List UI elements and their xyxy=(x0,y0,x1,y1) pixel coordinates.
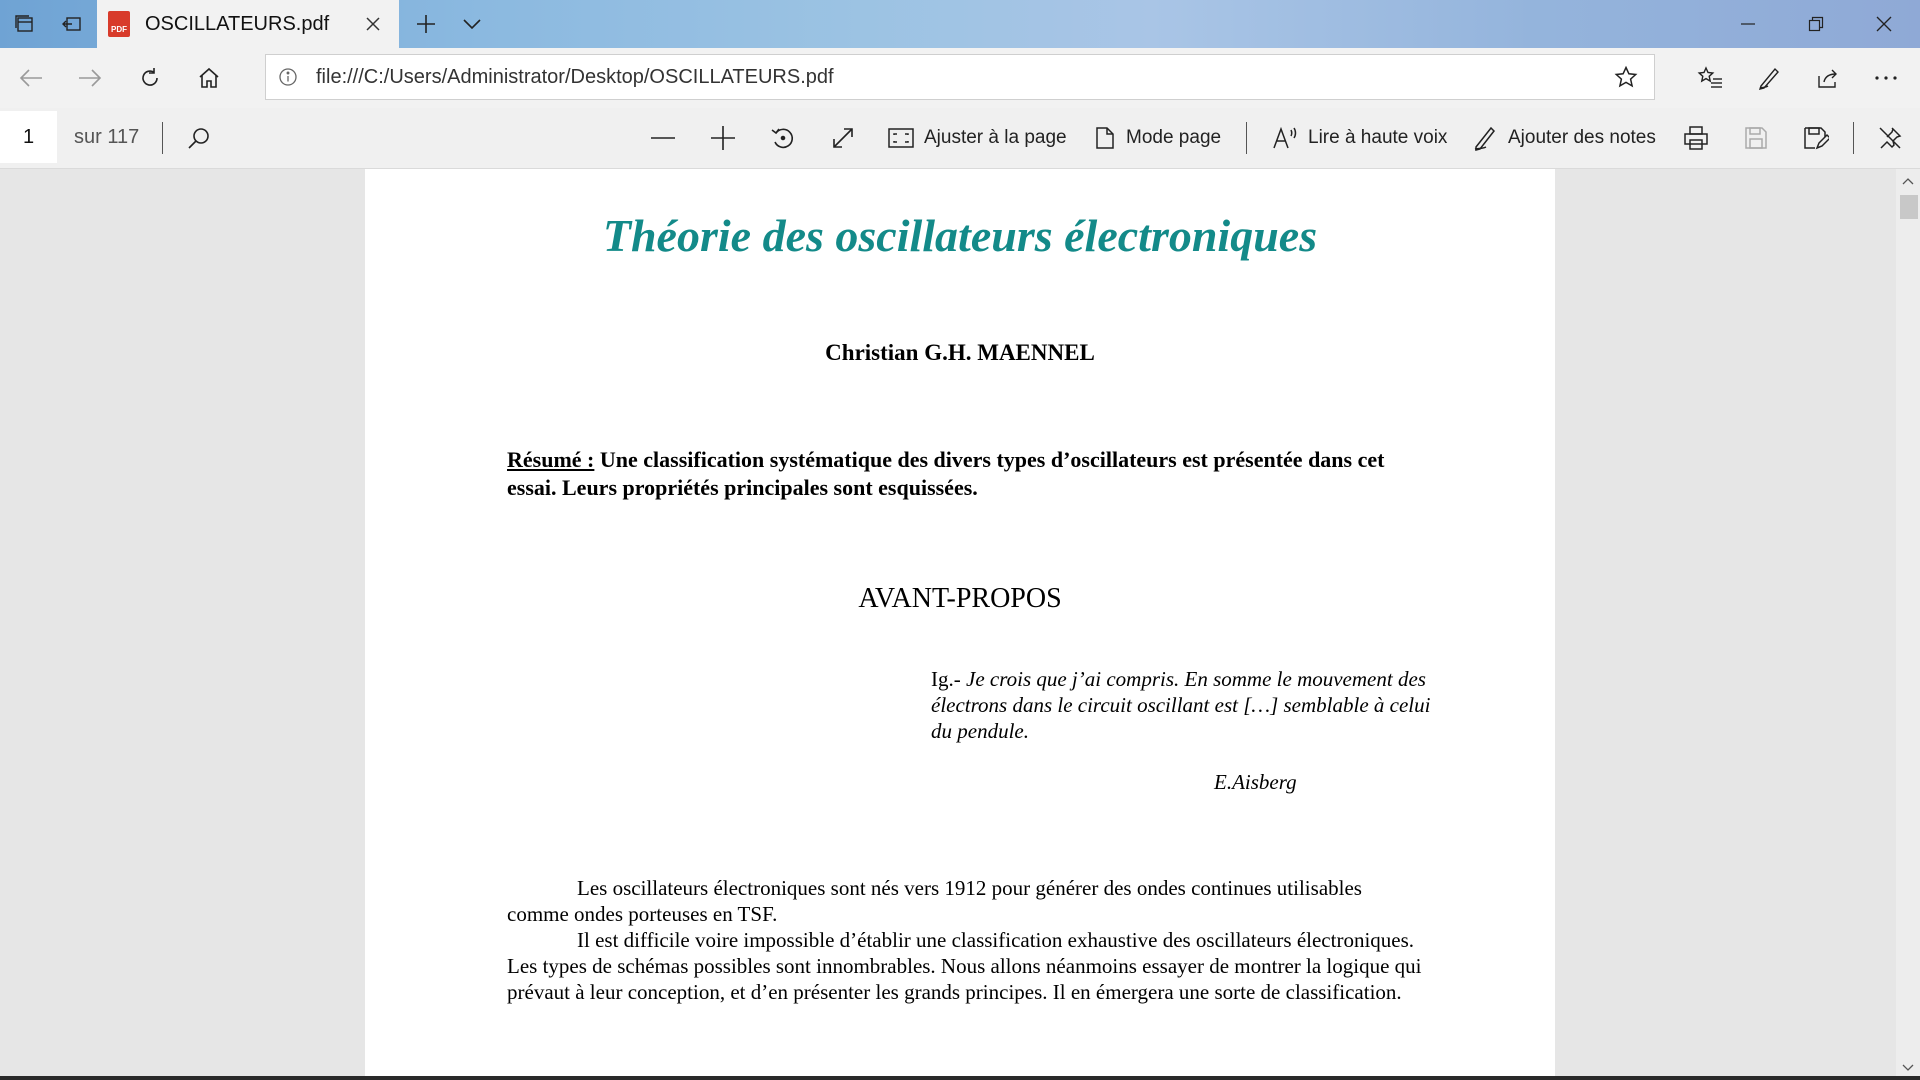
more-options-icon[interactable] xyxy=(1862,54,1910,102)
quote-author: E.Aisberg xyxy=(1214,770,1297,794)
favorite-star-icon[interactable] xyxy=(1606,57,1646,97)
active-tab[interactable] xyxy=(97,0,399,48)
section-heading: AVANT-PROPOS xyxy=(858,583,1062,614)
close-tab-icon[interactable] xyxy=(359,10,387,38)
body-text xyxy=(507,875,1427,1005)
toolbar-divider xyxy=(1246,122,1247,154)
site-info-icon[interactable] xyxy=(266,55,310,99)
restore-icon[interactable] xyxy=(1782,0,1850,48)
toolbar-divider xyxy=(162,122,163,154)
address-bar[interactable] xyxy=(265,54,1655,100)
abstract-label: Résumé : xyxy=(507,447,595,472)
tab-title: OSCILLATEURS.pdf xyxy=(145,12,330,35)
scroll-up-chevron-icon[interactable] xyxy=(1896,169,1920,193)
read-aloud-label: Lire à haute voix xyxy=(1308,127,1448,148)
pdf-toolbar xyxy=(0,108,1920,169)
share-icon[interactable] xyxy=(1804,54,1852,102)
pdf-file-icon: PDF xyxy=(108,11,130,37)
page-mode-icon xyxy=(1094,126,1116,150)
navigation-bar xyxy=(0,48,1920,108)
home-icon[interactable] xyxy=(185,54,233,102)
quote-prefix: Ig.- xyxy=(931,667,966,691)
add-notes-pen-icon xyxy=(1472,125,1498,151)
document-abstract xyxy=(507,446,1407,502)
fit-to-page-label: Ajuster à la page xyxy=(924,127,1067,148)
page-mode-button[interactable] xyxy=(1094,114,1221,162)
quote-text: Je crois que j’ai compris. En somme le mouvement des électrons dans le circuit oscillant est […] semblable à celui du pendule. xyxy=(931,667,1431,743)
tab-preview-icon[interactable] xyxy=(0,0,48,48)
document-title: Théorie des oscillateurs électroniques xyxy=(602,210,1318,261)
forward-arrow-icon[interactable] xyxy=(66,54,114,102)
epigraph-quote xyxy=(931,666,1431,744)
read-aloud-button[interactable] xyxy=(1272,114,1447,162)
minimize-icon[interactable] xyxy=(1714,0,1782,48)
zoom-in-icon[interactable] xyxy=(703,114,743,162)
vertical-scrollbar[interactable] xyxy=(1896,169,1920,1080)
pin-toolbar-icon[interactable] xyxy=(1870,114,1910,162)
fit-page-icon xyxy=(888,127,914,149)
fit-to-page-button[interactable] xyxy=(888,114,1067,162)
page-total-label: sur 117 xyxy=(74,126,140,148)
paragraph: Les oscillateurs électroniques sont nés vers 1912 pour générer des ondes continues utilisables comme ondes porteuses en TSF. xyxy=(507,876,1362,926)
abstract-text: Une classification systématique des divers types d’oscillateurs est présentée dans cet essai. Leurs propriétés principales sont esquissées. xyxy=(507,447,1385,500)
print-icon[interactable] xyxy=(1676,114,1716,162)
pdf-viewer-area[interactable] xyxy=(0,169,1920,1080)
document-author: Christian G.H. MAENNEL xyxy=(825,340,1095,365)
add-notes-label: Ajouter des notes xyxy=(1508,127,1656,148)
close-window-icon[interactable] xyxy=(1850,0,1918,48)
title-bar xyxy=(0,0,1920,48)
set-aside-tabs-icon[interactable] xyxy=(48,0,96,48)
paragraph: Il est difficile voire impossible d’établir une classification exhaustive des oscillateurs électroniques. Les types de schémas possibles sont innombrables. Nous allons néanmoins essayer de montrer la logique qui prévaut à leur conception, et d’en présenter les grands principes. Il en émergera une sorte de classification. xyxy=(507,928,1422,1004)
scrollbar-thumb[interactable] xyxy=(1900,195,1918,219)
refresh-icon[interactable] xyxy=(126,54,174,102)
url-text[interactable]: file:///C:/Users/Administrator/Desktop/OSCILLATEURS.pdf xyxy=(316,65,834,88)
rotate-icon[interactable] xyxy=(763,114,803,162)
zoom-out-icon[interactable] xyxy=(643,114,683,162)
add-notes-button[interactable] xyxy=(1472,114,1656,162)
toolbar-divider xyxy=(1853,122,1854,154)
save-as-icon[interactable] xyxy=(1796,114,1836,162)
favorites-list-icon[interactable] xyxy=(1686,54,1734,102)
save-icon[interactable] xyxy=(1736,114,1776,162)
pdf-page xyxy=(365,169,1555,1080)
search-icon[interactable] xyxy=(177,114,221,162)
page-number-input[interactable]: 1 xyxy=(0,111,57,163)
full-screen-icon[interactable] xyxy=(823,114,863,162)
tab-list-chevron-down-icon[interactable] xyxy=(448,0,496,48)
web-notes-pen-icon[interactable] xyxy=(1745,54,1793,102)
back-arrow-icon[interactable] xyxy=(7,54,55,102)
bottom-edge xyxy=(0,1076,1920,1080)
new-tab-icon[interactable] xyxy=(402,0,450,48)
page-mode-label: Mode page xyxy=(1126,127,1222,148)
read-aloud-icon xyxy=(1272,126,1298,150)
